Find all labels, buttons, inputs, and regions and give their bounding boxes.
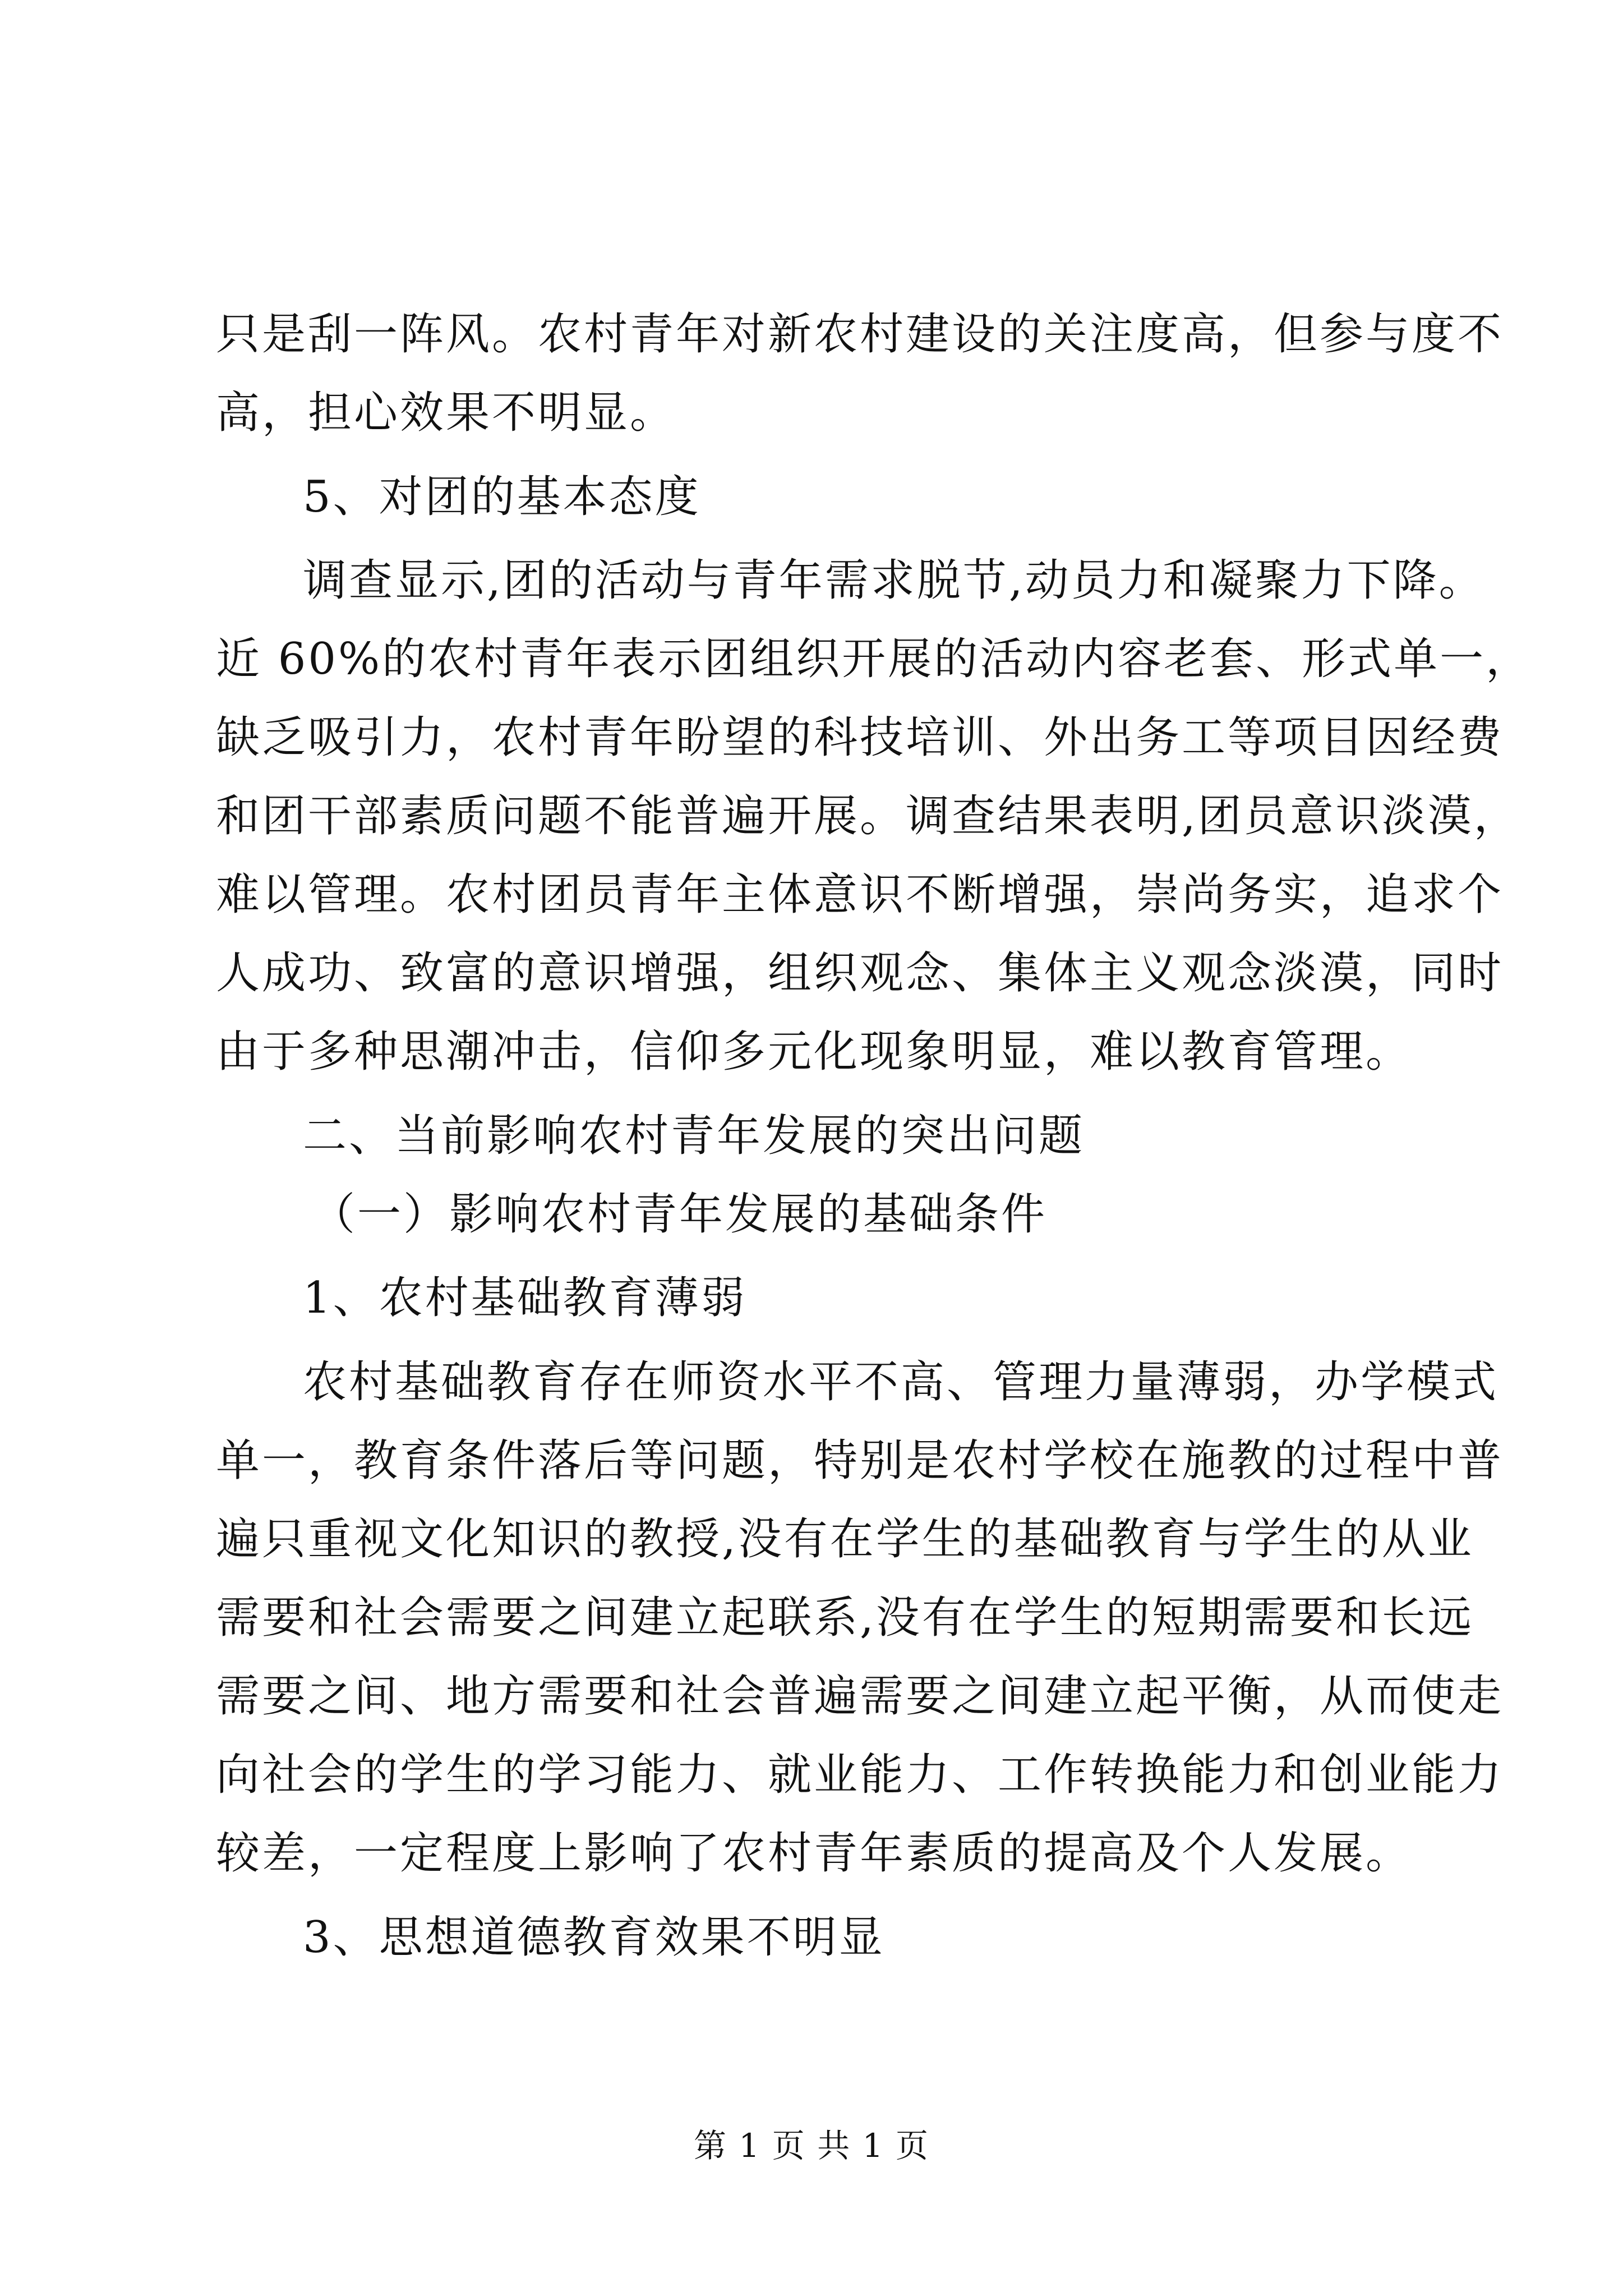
- body-text-line: 只是刮一阵风。农村青年对新农村建设的关注度高，但参与度不: [216, 309, 1504, 360]
- section-heading: 5、对团的基本态度: [303, 472, 701, 522]
- body-text-line: 人成功、致富的意识增强，组织观念、集体主义观念淡漠，同时: [216, 948, 1504, 999]
- body-text-line: 需要之间、地方需要和社会普遍需要之间建立起平衡，从而使走: [216, 1671, 1504, 1722]
- section-heading: 1、农村基础教育薄弱: [303, 1273, 747, 1323]
- body-text-line: 高，担心效果不明显。: [216, 388, 676, 438]
- body-text-line: 农村基础教育存在师资水平不高、管理力量薄弱，办学模式: [303, 1357, 1499, 1407]
- body-text-line: 较差，一定程度上影响了农村青年素质的提高及个人发展。: [216, 1828, 1412, 1879]
- body-text-line: 由于多种思潮冲击，信仰多元化现象明显，难以教育管理。: [216, 1027, 1412, 1077]
- page-footer: 第 1 页 共 1 页: [694, 2127, 929, 2165]
- body-text-line: 近 60%的农村青年表示团组织开展的活动内容老套、形式单一，: [216, 634, 1532, 684]
- section-heading: 二、当前影响农村青年发展的突出问题: [303, 1111, 1085, 1161]
- body-text-line: 和团干部素质问题不能普遍开展。调查结果表明,团员意识淡漠，: [216, 791, 1520, 841]
- body-text-line: 难以管理。农村团员青年主体意识不断增强，崇尚务实，追求个: [216, 869, 1504, 920]
- body-text-line: 遍只重视文化知识的教授,没有在学生的基础教育与学生的从业: [216, 1514, 1474, 1565]
- body-text-line: 调查显示,团的活动与青年需求脱节,动员力和凝聚力下降。: [303, 555, 1485, 606]
- body-text-line: 向社会的学生的学习能力、就业能力、工作转换能力和创业能力: [216, 1750, 1504, 1800]
- body-text-line: 缺乏吸引力，农村青年盼望的科技培训、外出务工等项目因经费: [216, 712, 1504, 763]
- body-text-line: 需要和社会需要之间建立起联系,没有在学生的短期需要和长远: [216, 1593, 1474, 1643]
- body-text-line: 单一，教育条件落后等问题，特别是农村学校在施教的过程中普: [216, 1435, 1504, 1486]
- section-heading: 3、思想道德教育效果不明显: [303, 1912, 885, 1963]
- subsection-heading: （一）影响农村青年发展的基础条件: [311, 1189, 1048, 1240]
